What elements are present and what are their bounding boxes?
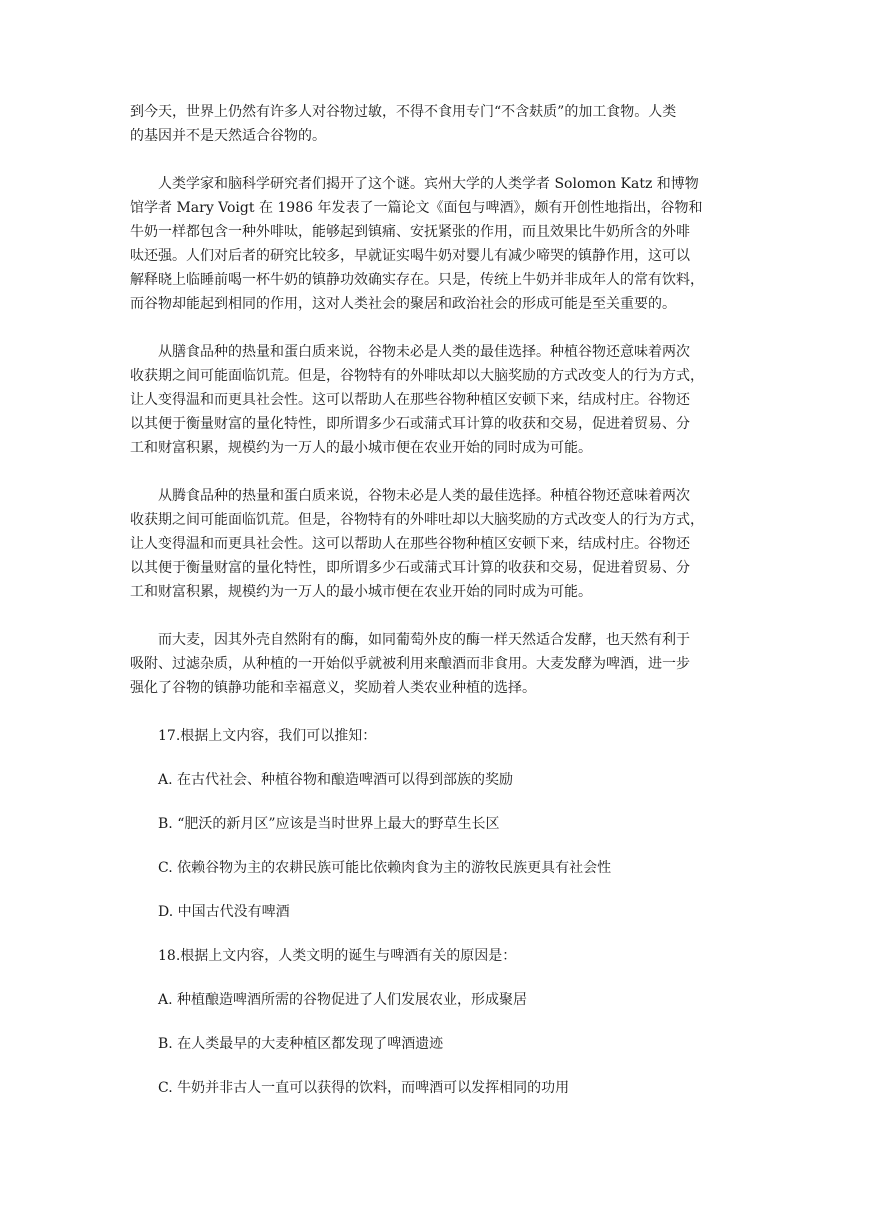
question-option: C. 依赖谷物为主的农耕民族可能比依赖肉食为主的游牧民族更具有社会性 [158, 860, 612, 876]
text-line: 而大麦，因其外壳自然附有的酶，如同葡萄外皮的酶一样天然适合发酵，也天然有利于 [158, 632, 690, 648]
text-line: 让人变得温和而更具社会性。这可以帮助人在那些谷物种植区安顿下来，结成村庄。谷物还 [130, 536, 690, 552]
question-option: D. 中国古代没有啤酒 [158, 904, 290, 920]
text-line: 以其便于衡量财富的量化特性，即所谓多少石或蒲式耳计算的收获和交易，促进着贸易、分 [130, 560, 690, 576]
text-line: 而谷物却能起到相同的作用，这对人类社会的聚居和政治社会的形成可能是至关重要的。 [130, 296, 676, 312]
paragraph-2 [130, 172, 742, 316]
paragraph-5 [130, 628, 742, 700]
text-line: 吸附、过滤杂质，从种植的一开始似乎就被利用来酿酒而非食用。大麦发酵为啤酒，进一步 [130, 656, 690, 672]
text-line: 从膳食品种的热量和蛋白质来说，谷物未必是人类的最佳选择。种植谷物还意味着两次 [158, 344, 690, 360]
question-option: A. 在古代社会、种植谷物和酿造啤酒可以得到部族的奖励 [158, 772, 514, 788]
text-line: 的基因并不是天然适合谷物的。 [130, 128, 326, 144]
text-line: 以其便于衡量财富的量化特性，即所谓多少石或蒲式耳计算的收获和交易，促进着贸易、分 [130, 416, 690, 432]
question-option: A. 种植酿造啤酒所需的谷物促进了人们发展农业，形成聚居 [158, 992, 528, 1008]
paragraph-4 [130, 484, 742, 604]
question-18 [130, 944, 742, 1100]
text-line: 工和财富积累，规模约为一万人的最小城市便在农业开始的同时成为可能。 [130, 440, 592, 456]
question-option: C. 牛奶并非古人一直可以获得的饮料，而啤酒可以发挥相同的功用 [158, 1080, 570, 1096]
paragraph-3 [130, 340, 742, 460]
text-line: 馆学者 Mary Voigt 在 1986 年发表了一篇论文《面包与啤酒》，颇有开创性地指出，谷物和 [130, 200, 703, 216]
text-line: 收获期之间可能面临饥荒。但是，谷物特有的外啡呔却以大脑奖励的方式改变人的行为方式， [130, 368, 704, 384]
question-option: B. 在人类最早的大麦种植区都发现了啤酒遗迹 [158, 1036, 444, 1052]
text-line: 牛奶一样都包含一种外啡呔，能够起到镇痛、安抚紧张的作用，而且效果比牛奶所含的外啡 [130, 224, 690, 240]
question-stem: 17.根据上文内容，我们可以推知： [158, 728, 377, 744]
text-line: 从腾食品种的热量和蛋白质来说，谷物未必是人类的最佳选择。种植谷物还意味着两次 [158, 488, 690, 504]
text-line: 工和财富积累，规模约为一万人的最小城市便在农业开始的同时成为可能。 [130, 584, 592, 600]
text-line: 人类学家和脑科学研究者们揭开了这个谜。宾州大学的人类学者 Solomon Katz 和博物 [158, 176, 699, 192]
text-line: 到今天，世界上仍然有许多人对谷物过敏，不得不食用专门“不含麸质”的加工食物。人类 [130, 104, 677, 120]
paragraph-1 [130, 100, 742, 148]
text-line: 让人变得温和而更具社会性。这可以帮助人在那些谷物种植区安顿下来，结成村庄。谷物还 [130, 392, 690, 408]
document-page [130, 100, 742, 1120]
text-line: 解释晓上临睡前喝一杯牛奶的镇静功效确实存在。只是，传统上牛奶并非成年人的常有饮料， [130, 272, 704, 288]
question-17 [130, 724, 742, 924]
text-line: 收获期之间可能面临饥荒。但是，谷物特有的外啡吐却以大脑奖励的方式改变人的行为方式， [130, 512, 704, 528]
text-line: 强化了谷物的镇静功能和幸福意义，奖励着人类农业种植的选择。 [130, 680, 536, 696]
question-stem: 18.根据上文内容，人类文明的诞生与啤酒有关的原因是： [158, 948, 517, 964]
text-line: 呔还强。人们对后者的研究比较多，早就证实喝牛奶对婴儿有减少啼哭的镇静作用，这可以 [130, 248, 690, 264]
question-option: B. “肥沃的新月区”应该是当时世界上最大的野草生长区 [158, 816, 500, 832]
